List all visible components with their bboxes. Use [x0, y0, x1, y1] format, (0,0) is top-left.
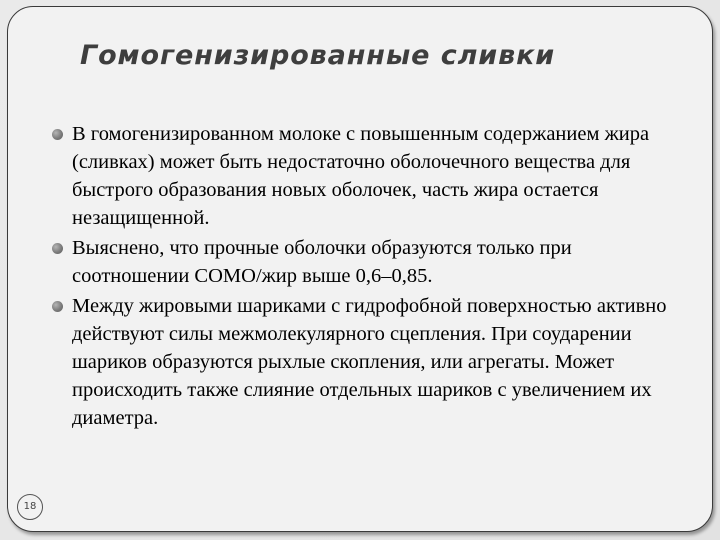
bullet-list	[52, 120, 672, 434]
slide-title: Гомогенизированные сливки	[80, 40, 556, 71]
bullet-item	[52, 234, 672, 290]
bullet-item	[52, 292, 672, 432]
bullet-dot-icon	[52, 301, 63, 312]
page-number: 18	[23, 501, 37, 512]
bullet-dot-icon	[52, 243, 63, 254]
bullet-text: Между жировыми шариками с гидрофобной поверхностью активно действуют силы межмолекулярного сцепления. При соударении шариков образуются рыхлые скопления, или агрегаты. Может происходить также слияние отдельных шариков с увеличением их диаметра.	[72, 295, 667, 429]
bullet-item	[52, 120, 672, 232]
bullet-text: В гомогенизированном молоке с повышенным содержанием жира (сливках) может быть недостаточно оболочечного вещества для быстрого образования новых оболочек, часть жира остается незащищенной.	[72, 123, 650, 229]
page-number-badge	[17, 494, 43, 520]
bullet-text: Выяснено, что прочные оболочки образуются только при соотношении СОМО/жир выше 0,6–0,85.	[72, 237, 572, 287]
bullet-dot-icon	[52, 129, 63, 140]
